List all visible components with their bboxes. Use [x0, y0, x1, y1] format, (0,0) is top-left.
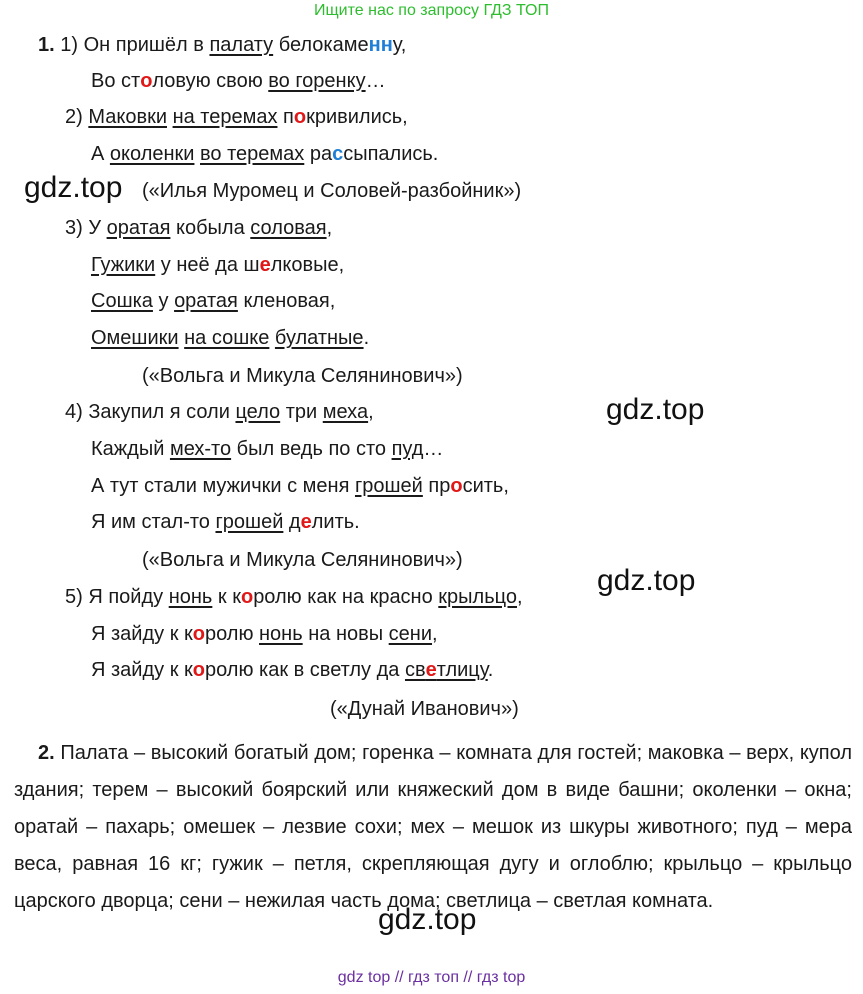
underlined-word: сени — [388, 623, 433, 645]
poem-line — [91, 142, 438, 166]
text: 4) Закупил я соли — [65, 401, 236, 423]
task2-paragraph — [14, 735, 852, 920]
text: на новы — [302, 623, 389, 645]
poem-line — [38, 33, 406, 57]
poem-line — [65, 216, 332, 240]
task2-text: Палата – высокий богатый дом; горенка – комната для гостей; маковка – верх, купол здания; терем – высокий боярский или княжеский дом в виде башни; околенки – окна; оратай – пахарь; омешек – лезвие сохи; мех – мешок из шкуры животного; пуд – мера веса, равная 16 кг; гужик – петля, скрепляющая дугу и оглоблю; крыльцо – крыльцо царского дворца; сени – нежилая часть дома; светлица – светлая комната. — [14, 742, 852, 912]
text: … — [423, 438, 444, 460]
highlighted-letter: е — [259, 254, 271, 276]
text: пр — [422, 475, 451, 497]
underlined-word: на сошке — [184, 327, 270, 349]
underlined-word: на теремах — [172, 106, 278, 128]
underlined-word: грошей — [215, 511, 284, 533]
text: . — [487, 659, 494, 681]
text: сыпались. — [343, 143, 439, 165]
text: св — [404, 659, 426, 681]
text: Я им стал-то — [91, 511, 216, 533]
poem-line — [91, 289, 335, 313]
underlined-word: во теремах — [200, 143, 305, 165]
poem-line — [91, 69, 386, 93]
text: лить. — [311, 511, 360, 533]
text: 3) У — [65, 217, 107, 239]
footer: gdz top // гдз топ // гдз top — [337, 969, 526, 986]
text: кривились, — [306, 106, 408, 128]
watermark: gdz.top — [597, 564, 696, 597]
underlined-word: Омешики — [91, 327, 179, 349]
highlighted-letter: о — [240, 586, 254, 608]
underlined-word: околенки — [109, 143, 195, 165]
text: тлицу — [436, 659, 488, 681]
underlined-word: мех-то — [169, 438, 232, 460]
text: Я зайду к к — [91, 623, 193, 645]
top-banner: Ищите нас по запросу ГДЗ ТОП — [314, 2, 549, 19]
text: . — [363, 327, 370, 349]
poem-line — [91, 510, 360, 534]
underlined-word: пуд — [391, 438, 424, 460]
text: А тут стали мужички с меня — [91, 475, 355, 497]
text: ролю как на красно — [253, 586, 439, 608]
text: ролю — [204, 623, 260, 645]
text: кобыла — [170, 217, 251, 239]
text: 5) Я пойду — [65, 586, 169, 608]
text: Каждый — [91, 438, 170, 460]
poem-line — [65, 400, 374, 424]
highlighted-letter: о — [192, 659, 205, 681]
poem-line — [91, 437, 443, 461]
text: А — [91, 143, 110, 165]
watermark: gdz.top — [378, 903, 477, 936]
text: … — [365, 70, 386, 92]
text: д — [283, 511, 301, 533]
text: у, — [392, 34, 407, 56]
text: 1) Он пришёл в — [60, 34, 210, 56]
poem-line — [91, 253, 344, 277]
watermark: gdz.top — [24, 171, 123, 204]
citation: («Илья Муромец и Соловей-разбойник») — [142, 180, 522, 202]
underlined-word: соловая — [250, 217, 327, 239]
text: , — [517, 586, 523, 608]
underlined-word: грошей — [354, 475, 423, 497]
text: кленовая, — [237, 290, 336, 312]
underlined-word: во горенку — [268, 70, 366, 92]
underlined-word: меха — [322, 401, 369, 423]
text: был ведь по сто — [231, 438, 392, 460]
text: , — [432, 623, 438, 645]
text: , — [326, 217, 333, 239]
highlighted-letter: с — [332, 143, 344, 165]
underlined-word: оратая — [174, 290, 238, 312]
highlighted-letter: о — [450, 475, 463, 497]
underlined-word: нонь — [168, 586, 213, 608]
task-number: 1. — [38, 34, 55, 56]
text: лковые, — [270, 254, 345, 276]
watermark: gdz.top — [606, 393, 705, 426]
highlighted-letter: о — [140, 70, 153, 92]
highlighted-letter: о — [192, 623, 205, 645]
underlined-word: крыльцо — [438, 586, 517, 608]
text: ролю как в светлу да — [204, 659, 405, 681]
text: у — [152, 290, 175, 312]
citation: («Дунай Иванович») — [330, 698, 519, 720]
poem-line — [91, 658, 493, 682]
text: белокаме — [273, 34, 369, 56]
underlined-word: булатные — [274, 327, 364, 349]
task-number: 2. — [38, 742, 55, 764]
underlined-word: цело — [235, 401, 281, 423]
citation: («Вольга и Микула Селянинович») — [142, 549, 463, 571]
underlined-word: Маковки — [88, 106, 167, 128]
underlined-word: оратая — [106, 217, 171, 239]
underlined-word — [405, 659, 488, 681]
underlined-word: палату — [209, 34, 274, 56]
text: у неё да ш — [155, 254, 260, 276]
poem-line — [91, 622, 438, 646]
highlighted-letter: е — [425, 659, 437, 681]
underlined-word: нонь — [259, 623, 303, 645]
text: 2) — [65, 106, 89, 128]
text: ра — [304, 143, 333, 165]
text: к к — [212, 586, 241, 608]
poem-line — [91, 474, 509, 498]
text: Я зайду к к — [91, 659, 193, 681]
text: сить, — [462, 475, 509, 497]
underlined-word: Гужики — [91, 254, 156, 276]
text: , — [368, 401, 374, 423]
text: три — [280, 401, 323, 423]
text: Во ст — [91, 70, 141, 92]
text: п — [277, 106, 294, 128]
highlighted-letter: о — [293, 106, 307, 128]
text: ловую свою — [152, 70, 269, 92]
highlighted-letters: нн — [368, 34, 393, 56]
citation: («Вольга и Микула Селянинович») — [142, 365, 463, 387]
poem-line — [91, 326, 369, 350]
underlined-word: Сошка — [91, 290, 153, 312]
poem-line — [65, 585, 523, 609]
poem-line — [65, 105, 408, 129]
highlighted-letter: е — [300, 511, 312, 533]
